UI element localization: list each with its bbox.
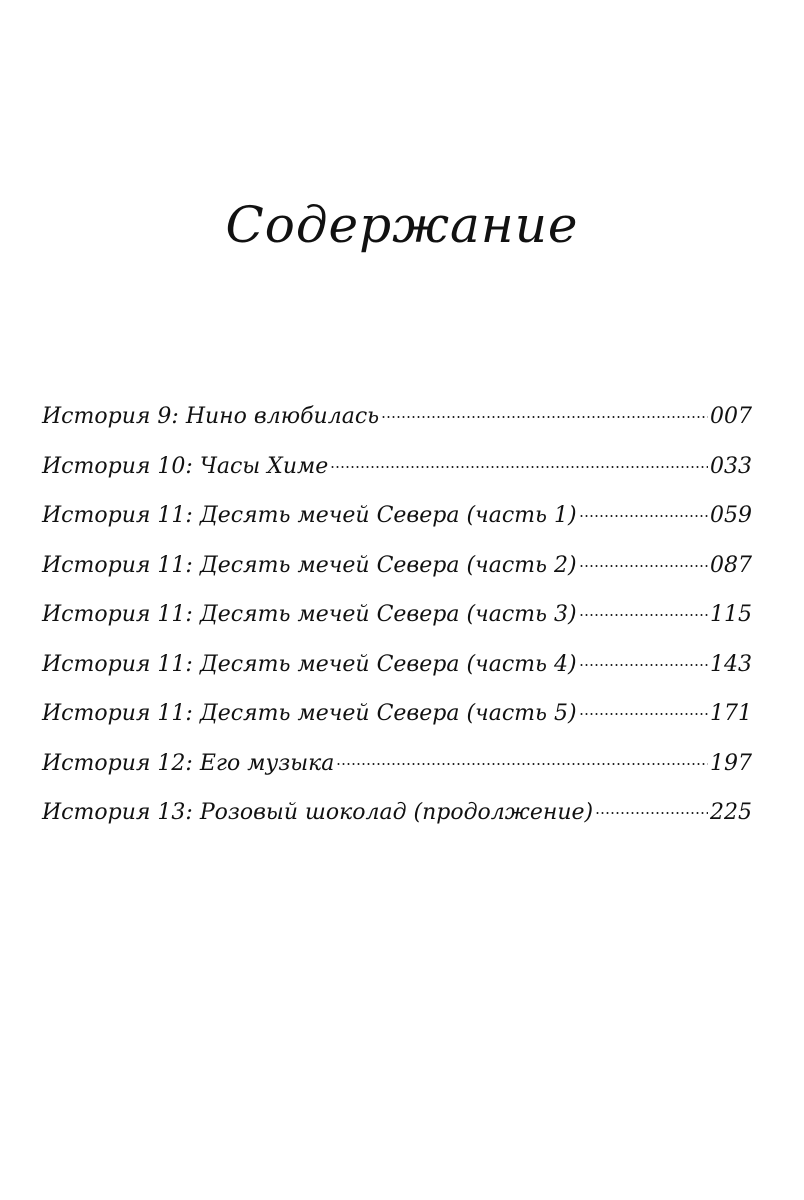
toc-entry: [42, 503, 752, 553]
toc-entry-page: 059: [710, 503, 752, 528]
toc-entry-page: 115: [710, 602, 752, 627]
toc-entry-page: 143: [710, 651, 752, 677]
toc-entry: [42, 800, 752, 850]
dot-leader: [330, 465, 708, 469]
toc-entry: [42, 404, 752, 454]
dot-leader: [336, 762, 708, 766]
dot-leader: [579, 613, 708, 617]
toc-entry: [42, 553, 752, 603]
toc-entry: [42, 602, 752, 652]
toc-entry: [42, 652, 752, 702]
toc-entry: [42, 454, 752, 504]
toc-entry: [42, 751, 752, 801]
toc-entry-page: 033: [710, 453, 752, 479]
page-title: Содержание: [225, 196, 579, 254]
toc-entry-label: История 10: Часы Химе: [42, 453, 329, 479]
toc-entry: [42, 701, 752, 751]
dot-leader: [579, 514, 708, 518]
table-of-contents: [42, 404, 752, 850]
dot-leader: [579, 712, 708, 716]
toc-entry-page: 225: [710, 800, 752, 825]
toc-entry-label: История 13: Розовый шоколад (продолжение): [42, 800, 594, 825]
toc-entry-label: История 11: Десять мечей Севера (часть 5): [42, 701, 577, 726]
toc-entry-page: 007: [710, 404, 752, 429]
toc-entry-label: История 9: Нино влюбилась: [42, 404, 380, 429]
dot-leader: [381, 415, 708, 419]
toc-entry-label: История 11: Десять мечей Севера (часть 3): [42, 602, 577, 627]
dot-leader: [579, 663, 708, 667]
toc-entry-label: История 12: Его музыка: [42, 750, 335, 776]
toc-entry-page: 171: [710, 701, 752, 726]
dot-leader: [579, 564, 708, 568]
toc-entry-label: История 11: Десять мечей Севера (часть 4): [42, 651, 577, 677]
toc-entry-page: 087: [710, 552, 752, 578]
dot-leader: [595, 811, 708, 815]
toc-entry-page: 197: [710, 750, 752, 776]
toc-entry-label: История 11: Десять мечей Севера (часть 1): [42, 503, 577, 528]
toc-entry-label: История 11: Десять мечей Севера (часть 2): [42, 552, 577, 578]
